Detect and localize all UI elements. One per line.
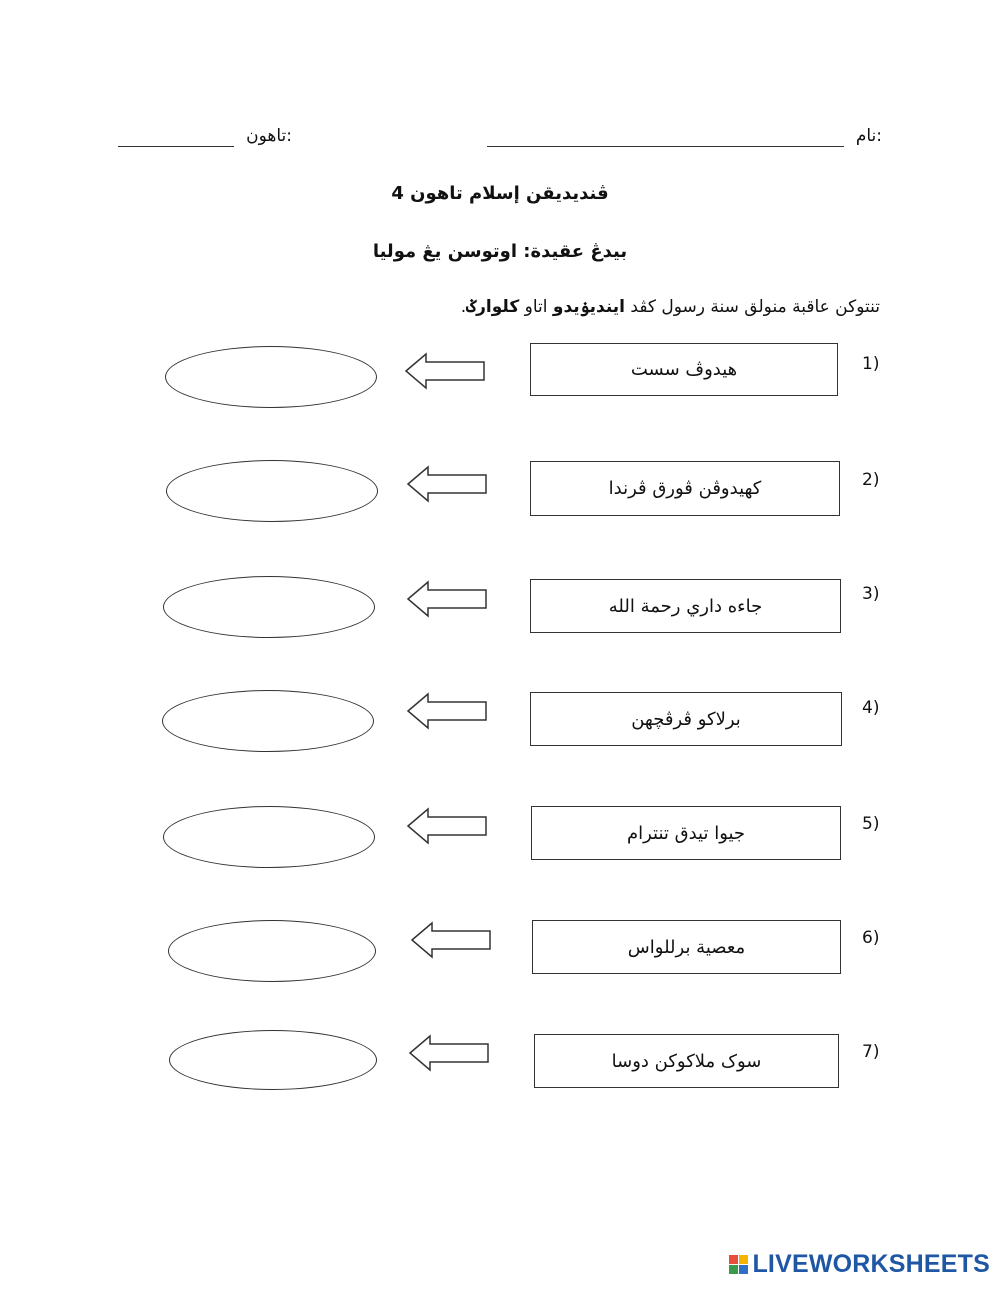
answer-oval[interactable]	[169, 1030, 377, 1090]
instruction-bold1: ايندیۏیدو	[552, 297, 625, 317]
arrow-left-icon	[406, 580, 488, 618]
answer-oval[interactable]	[166, 460, 378, 522]
name-field-line[interactable]	[487, 146, 844, 147]
liveworksheets-logo	[729, 1250, 990, 1279]
instruction-part2: اتاو	[519, 297, 553, 317]
answer-oval[interactable]	[163, 806, 375, 868]
worksheet-title: ڤنديديقن إسلام تاهون 4	[391, 183, 609, 204]
answer-oval[interactable]	[165, 346, 377, 408]
answer-oval[interactable]	[162, 690, 374, 752]
brand-text: LIVEWORKSHEETS	[752, 1250, 990, 1278]
statement-box: جيوا تيدق تنترام	[531, 806, 841, 860]
answer-oval[interactable]	[168, 920, 376, 982]
worksheet-subtitle: بيدڠ عقيدة: اوتوسن يڠ موليا	[372, 241, 628, 262]
arrow-left-icon	[406, 807, 488, 845]
arrow-left-icon	[410, 921, 492, 959]
item-number: 1)	[862, 354, 880, 374]
item-number: 2)	[862, 470, 880, 490]
arrow-left-icon	[408, 1034, 490, 1072]
statement-box: هيدوڤ سست	[530, 343, 838, 396]
answer-oval[interactable]	[163, 576, 375, 638]
arrow-left-icon	[406, 465, 488, 503]
instruction-part1: تنتوكن عاقبة منولق سنة رسول كڤد	[625, 297, 880, 317]
arrow-left-icon	[404, 352, 486, 390]
item-number: 5)	[862, 814, 880, 834]
statement-box: سوک ملاكوكن دوسا	[534, 1034, 839, 1088]
instruction-bold2: كلوارݢ	[466, 297, 520, 317]
name-label: نام:	[855, 126, 882, 146]
item-number: 6)	[862, 928, 880, 948]
item-number: 4)	[862, 698, 880, 718]
item-number: 7)	[862, 1042, 880, 1062]
year-field-line[interactable]	[118, 146, 234, 147]
statement-box: برلاكو ڤرڤچهن	[530, 692, 842, 746]
statement-box: كهيدوڤن ڤورق ڤرندا	[530, 461, 840, 516]
item-number: 3)	[862, 584, 880, 604]
instruction-part3: .	[460, 297, 467, 317]
arrow-left-icon	[406, 692, 488, 730]
year-label: تاهون:	[246, 126, 292, 146]
logo-blocks-icon	[729, 1255, 748, 1274]
statement-box: معصية برللواس	[532, 920, 841, 974]
instruction	[461, 296, 880, 317]
statement-box: جاءه داري رحمة الله	[530, 579, 841, 633]
